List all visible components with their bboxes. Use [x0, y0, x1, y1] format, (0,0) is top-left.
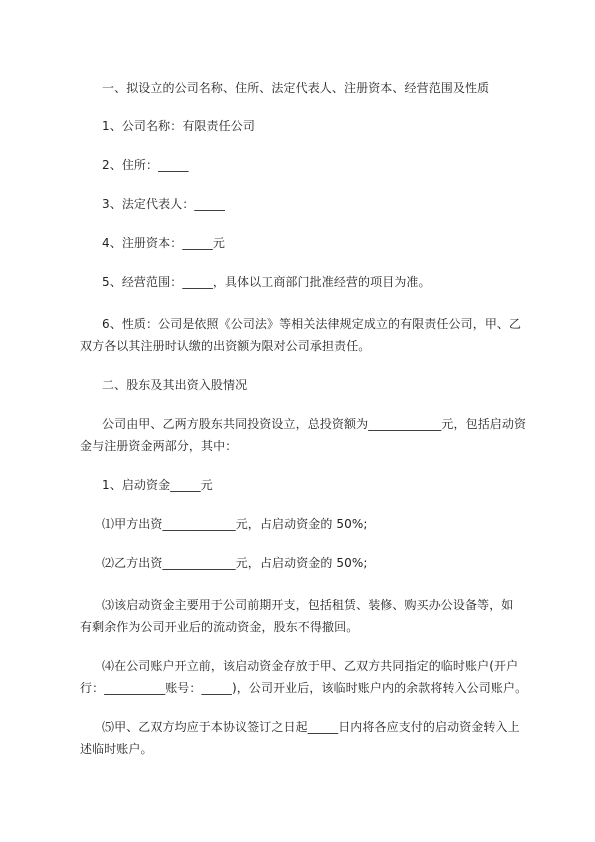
clause-transfer: ⑸甲、乙双方均应于本协议签订之日起_____日内将各应支付的启动资金转入上: [102, 720, 520, 734]
clause-startup-funds: 1、启动资金_____元: [102, 478, 213, 492]
section-heading-1: 一、拟设立的公司名称、住所、法定代表人、注册资本、经营范围及性质: [102, 81, 490, 95]
clause-capital: 4、注册资本：_____元: [102, 236, 225, 250]
clause-temp-account: ⑷在公司账户开立前，该启动资金存放于甲、乙双方共同指定的临时账户(开户: [102, 659, 519, 673]
clause-scope: 5、经营范围：_____，具体以工商部门批准经营的项目为准。: [102, 275, 431, 289]
paragraph-investment-cont: 金与注册资金两部分，其中：: [80, 439, 238, 453]
clause-legal-rep: 3、法定代表人：_____: [102, 197, 225, 211]
clause-party-b: ⑵乙方出资____________元，占启动资金的 50%;: [102, 556, 368, 570]
clause-usage: ⑶该启动资金主要用于公司前期开支，包括租赁、装修、购买办公设备等，如: [102, 598, 514, 612]
paragraph-investment: 公司由甲、乙两方股东共同投资设立，总投资额为____________元，包括启动资: [102, 417, 527, 431]
clause-nature: 6、性质：公司是依照《公司法》等相关法律规定成立的有限责任公司，甲、乙: [102, 317, 522, 331]
clause-party-a: ⑴甲方出资____________元，占启动资金的 50%;: [102, 517, 368, 531]
section-heading-2: 二、股东及其出资入股情况: [102, 378, 248, 392]
clause-nature-cont: 双方各以其注册时认缴的出资额为限对公司承担责任。: [80, 339, 371, 353]
clause-company-name: 1、公司名称：有限责任公司: [102, 119, 255, 133]
clause-address: 2、住所：_____: [102, 158, 189, 172]
clause-transfer-cont: 述临时账户。: [80, 742, 153, 756]
clause-temp-account-cont: 行：__________账号：_____)，公司开业后，该临时账户内的余款将转入公司账户。: [80, 681, 528, 695]
clause-usage-cont: 有剩余作为公司开业后的流动资金，股东不得撤回。: [80, 620, 359, 634]
